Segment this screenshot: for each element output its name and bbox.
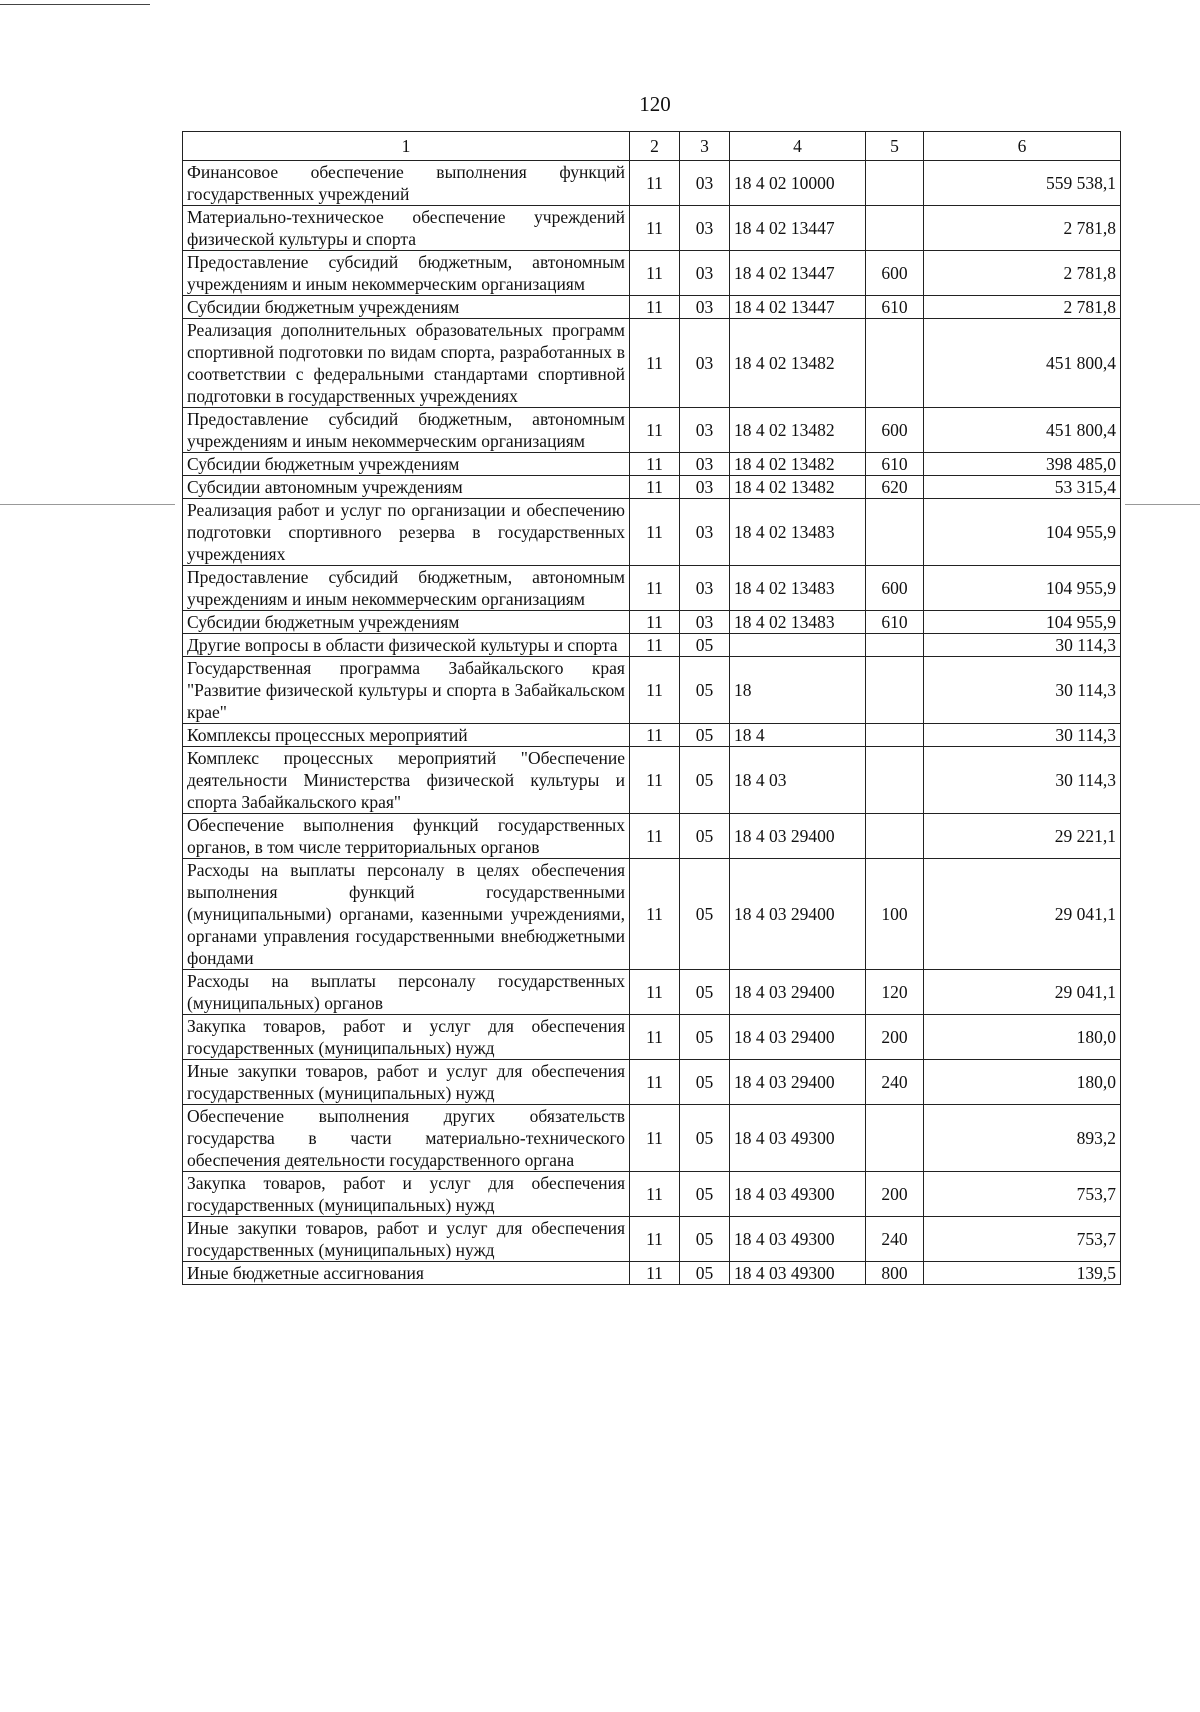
page-number: 120: [639, 92, 671, 116]
row-target-code: 18 4 02 13447: [730, 206, 866, 251]
row-expense-type: 600: [866, 408, 924, 453]
row-target-code: 18 4: [730, 724, 866, 747]
row-name: Материально-техническое обеспечение учреждений физической культуры и спорта: [183, 206, 630, 251]
table-row: [183, 296, 1121, 319]
row-section: 11: [630, 859, 680, 970]
table-row: [183, 408, 1121, 453]
row-amount: 2 781,8: [924, 296, 1121, 319]
row-name: Закупка товаров, работ и услуг для обеспечения государственных (муниципальных) нужд: [183, 1172, 630, 1217]
row-section: 11: [630, 453, 680, 476]
row-section: 11: [630, 747, 680, 814]
row-subsection: 03: [680, 611, 730, 634]
row-amount: 753,7: [924, 1217, 1121, 1262]
row-name: Расходы на выплаты персоналу в целях обеспечения выполнения функций государственными (муниципальными) органами, казенными учреждениями, органами управления государственными внебюджетными фондами: [183, 859, 630, 970]
row-amount: 30 114,3: [924, 724, 1121, 747]
row-subsection: 05: [680, 1060, 730, 1105]
row-name: Предоставление субсидий бюджетным, автономным учреждениям и иным некоммерческим организациям: [183, 566, 630, 611]
table-row: [183, 970, 1121, 1015]
row-target-code: 18 4 03 49300: [730, 1172, 866, 1217]
table-row: [183, 814, 1121, 859]
row-subsection: 05: [680, 1105, 730, 1172]
row-expense-type: 600: [866, 251, 924, 296]
table-row: [183, 634, 1121, 657]
row-section: 11: [630, 251, 680, 296]
row-section: 11: [630, 408, 680, 453]
row-target-code: 18 4 02 13483: [730, 566, 866, 611]
row-amount: 29 041,1: [924, 970, 1121, 1015]
row-expense-type: [866, 724, 924, 747]
row-section: 11: [630, 1105, 680, 1172]
table-row: [183, 859, 1121, 970]
row-target-code: 18 4 03 29400: [730, 1015, 866, 1060]
row-expense-type: 610: [866, 611, 924, 634]
row-amount: 30 114,3: [924, 634, 1121, 657]
budget-table: [182, 131, 1121, 1285]
column-header: 2: [630, 132, 680, 161]
row-amount: 2 781,8: [924, 251, 1121, 296]
row-expense-type: 240: [866, 1217, 924, 1262]
row-amount: 753,7: [924, 1172, 1121, 1217]
row-subsection: 03: [680, 566, 730, 611]
row-target-code: 18 4 02 10000: [730, 161, 866, 206]
row-target-code: 18 4 02 13447: [730, 296, 866, 319]
row-name: Комплексы процессных мероприятий: [183, 724, 630, 747]
row-expense-type: 120: [866, 970, 924, 1015]
column-header: 5: [866, 132, 924, 161]
column-header: 6: [924, 132, 1121, 161]
row-expense-type: 800: [866, 1262, 924, 1285]
row-target-code: 18 4 02 13482: [730, 319, 866, 408]
table-row: [183, 453, 1121, 476]
row-name: Реализация работ и услуг по организации и обеспечению подготовки спортивного резерва в государственных учреждениях: [183, 499, 630, 566]
table-row: [183, 657, 1121, 724]
row-amount: 30 114,3: [924, 657, 1121, 724]
row-section: 11: [630, 1015, 680, 1060]
row-expense-type: 200: [866, 1172, 924, 1217]
row-target-code: 18 4 02 13483: [730, 611, 866, 634]
row-target-code: 18 4 03 29400: [730, 970, 866, 1015]
row-target-code: 18 4 02 13482: [730, 476, 866, 499]
column-header: 3: [680, 132, 730, 161]
row-subsection: 05: [680, 747, 730, 814]
row-expense-type: [866, 319, 924, 408]
row-expense-type: [866, 206, 924, 251]
table-row: [183, 724, 1121, 747]
row-section: 11: [630, 161, 680, 206]
row-expense-type: 240: [866, 1060, 924, 1105]
column-header: 4: [730, 132, 866, 161]
row-target-code: 18 4 03 29400: [730, 859, 866, 970]
row-section: 11: [630, 476, 680, 499]
row-subsection: 05: [680, 814, 730, 859]
row-name: Предоставление субсидий бюджетным, автономным учреждениям и иным некоммерческим организациям: [183, 408, 630, 453]
row-target-code: 18 4 02 13447: [730, 251, 866, 296]
table-body: [183, 161, 1121, 1285]
row-target-code: 18 4 02 13483: [730, 499, 866, 566]
row-amount: 104 955,9: [924, 611, 1121, 634]
row-subsection: 03: [680, 161, 730, 206]
row-target-code: 18 4 02 13482: [730, 453, 866, 476]
row-expense-type: 100: [866, 859, 924, 970]
row-name: Расходы на выплаты персоналу государственных (муниципальных) органов: [183, 970, 630, 1015]
row-name: Субсидии бюджетным учреждениям: [183, 453, 630, 476]
row-subsection: 05: [680, 1262, 730, 1285]
row-subsection: 05: [680, 657, 730, 724]
row-name: Иные закупки товаров, работ и услуг для обеспечения государственных (муниципальных) нужд: [183, 1217, 630, 1262]
row-expense-type: [866, 634, 924, 657]
row-target-code: 18 4 03 49300: [730, 1217, 866, 1262]
row-subsection: 03: [680, 476, 730, 499]
row-amount: 139,5: [924, 1262, 1121, 1285]
row-subsection: 03: [680, 408, 730, 453]
row-amount: 180,0: [924, 1060, 1121, 1105]
row-target-code: 18 4 02 13482: [730, 408, 866, 453]
row-section: 11: [630, 1060, 680, 1105]
row-name: Обеспечение выполнения функций государственных органов, в том числе территориальных органов: [183, 814, 630, 859]
row-section: 11: [630, 611, 680, 634]
row-target-code: 18 4 03: [730, 747, 866, 814]
row-target-code: 18 4 03 49300: [730, 1262, 866, 1285]
row-expense-type: [866, 814, 924, 859]
row-expense-type: [866, 1105, 924, 1172]
table-row: [183, 206, 1121, 251]
row-amount: 30 114,3: [924, 747, 1121, 814]
row-expense-type: 620: [866, 476, 924, 499]
row-name: Финансовое обеспечение выполнения функций государственных учреждений: [183, 161, 630, 206]
row-subsection: 03: [680, 296, 730, 319]
row-section: 11: [630, 814, 680, 859]
row-name: Реализация дополнительных образовательных программ спортивной подготовки по видам спорта, разработанных в соответствии с федеральными стандартами спортивной подготовки в государственных учреждениях: [183, 319, 630, 408]
row-subsection: 05: [680, 724, 730, 747]
table-row: [183, 1015, 1121, 1060]
table-row: [183, 319, 1121, 408]
row-target-code: [730, 634, 866, 657]
row-section: 11: [630, 319, 680, 408]
row-amount: 29 041,1: [924, 859, 1121, 970]
row-amount: 29 221,1: [924, 814, 1121, 859]
row-section: 11: [630, 296, 680, 319]
table-row: [183, 161, 1121, 206]
table-row: [183, 499, 1121, 566]
row-expense-type: 610: [866, 296, 924, 319]
row-target-code: 18: [730, 657, 866, 724]
row-name: Обеспечение выполнения других обязательств государства в части материально-технического обеспечения деятельности государственного органа: [183, 1105, 630, 1172]
row-name: Закупка товаров, работ и услуг для обеспечения государственных (муниципальных) нужд: [183, 1015, 630, 1060]
row-amount: 104 955,9: [924, 499, 1121, 566]
row-name: Предоставление субсидий бюджетным, автономным учреждениям и иным некоммерческим организациям: [183, 251, 630, 296]
row-amount: 104 955,9: [924, 566, 1121, 611]
row-section: 11: [630, 1217, 680, 1262]
row-amount: 559 538,1: [924, 161, 1121, 206]
row-amount: 53 315,4: [924, 476, 1121, 499]
scan-edge-line: [0, 504, 175, 505]
header-row: [183, 132, 1121, 161]
row-section: 11: [630, 566, 680, 611]
row-expense-type: 600: [866, 566, 924, 611]
row-expense-type: [866, 747, 924, 814]
row-amount: 2 781,8: [924, 206, 1121, 251]
row-name: Иные закупки товаров, работ и услуг для обеспечения государственных (муниципальных) нужд: [183, 1060, 630, 1105]
row-subsection: 03: [680, 251, 730, 296]
row-name: Комплекс процессных мероприятий "Обеспечение деятельности Министерства физической культуры и спорта Забайкальского края": [183, 747, 630, 814]
row-name: Иные бюджетные ассигнования: [183, 1262, 630, 1285]
row-section: 11: [630, 634, 680, 657]
row-name: Субсидии бюджетным учреждениям: [183, 296, 630, 319]
row-amount: 180,0: [924, 1015, 1121, 1060]
row-section: 11: [630, 1262, 680, 1285]
row-target-code: 18 4 03 29400: [730, 814, 866, 859]
row-expense-type: [866, 499, 924, 566]
table-row: [183, 1060, 1121, 1105]
row-amount: 451 800,4: [924, 408, 1121, 453]
row-subsection: 05: [680, 970, 730, 1015]
table-row: [183, 1172, 1121, 1217]
row-name: Субсидии бюджетным учреждениям: [183, 611, 630, 634]
row-subsection: 03: [680, 499, 730, 566]
row-name: Субсидии автономным учреждениям: [183, 476, 630, 499]
row-amount: 398 485,0: [924, 453, 1121, 476]
row-expense-type: [866, 161, 924, 206]
row-amount: 451 800,4: [924, 319, 1121, 408]
row-target-code: 18 4 03 29400: [730, 1060, 866, 1105]
table-row: [183, 1105, 1121, 1172]
table-row: [183, 251, 1121, 296]
row-subsection: 05: [680, 1217, 730, 1262]
row-subsection: 03: [680, 453, 730, 476]
scan-edge-line: [1125, 504, 1200, 505]
row-subsection: 05: [680, 1172, 730, 1217]
row-section: 11: [630, 724, 680, 747]
table-row: [183, 747, 1121, 814]
row-subsection: 05: [680, 859, 730, 970]
row-name: Другие вопросы в области физической культуры и спорта: [183, 634, 630, 657]
row-expense-type: 200: [866, 1015, 924, 1060]
row-subsection: 05: [680, 634, 730, 657]
row-subsection: 03: [680, 319, 730, 408]
row-section: 11: [630, 499, 680, 566]
row-section: 11: [630, 970, 680, 1015]
row-name: Государственная программа Забайкальского края "Развитие физической культуры и спорта в Забайкальском крае": [183, 657, 630, 724]
row-target-code: 18 4 03 49300: [730, 1105, 866, 1172]
row-expense-type: [866, 657, 924, 724]
table-row: [183, 476, 1121, 499]
table-row: [183, 611, 1121, 634]
column-header: 1: [183, 132, 630, 161]
row-subsection: 05: [680, 1015, 730, 1060]
row-amount: 893,2: [924, 1105, 1121, 1172]
scan-edge-line: [0, 4, 150, 5]
table-row: [183, 1217, 1121, 1262]
row-section: 11: [630, 1172, 680, 1217]
row-expense-type: 610: [866, 453, 924, 476]
table-row: [183, 566, 1121, 611]
table-row: [183, 1262, 1121, 1285]
row-section: 11: [630, 657, 680, 724]
row-section: 11: [630, 206, 680, 251]
row-subsection: 03: [680, 206, 730, 251]
